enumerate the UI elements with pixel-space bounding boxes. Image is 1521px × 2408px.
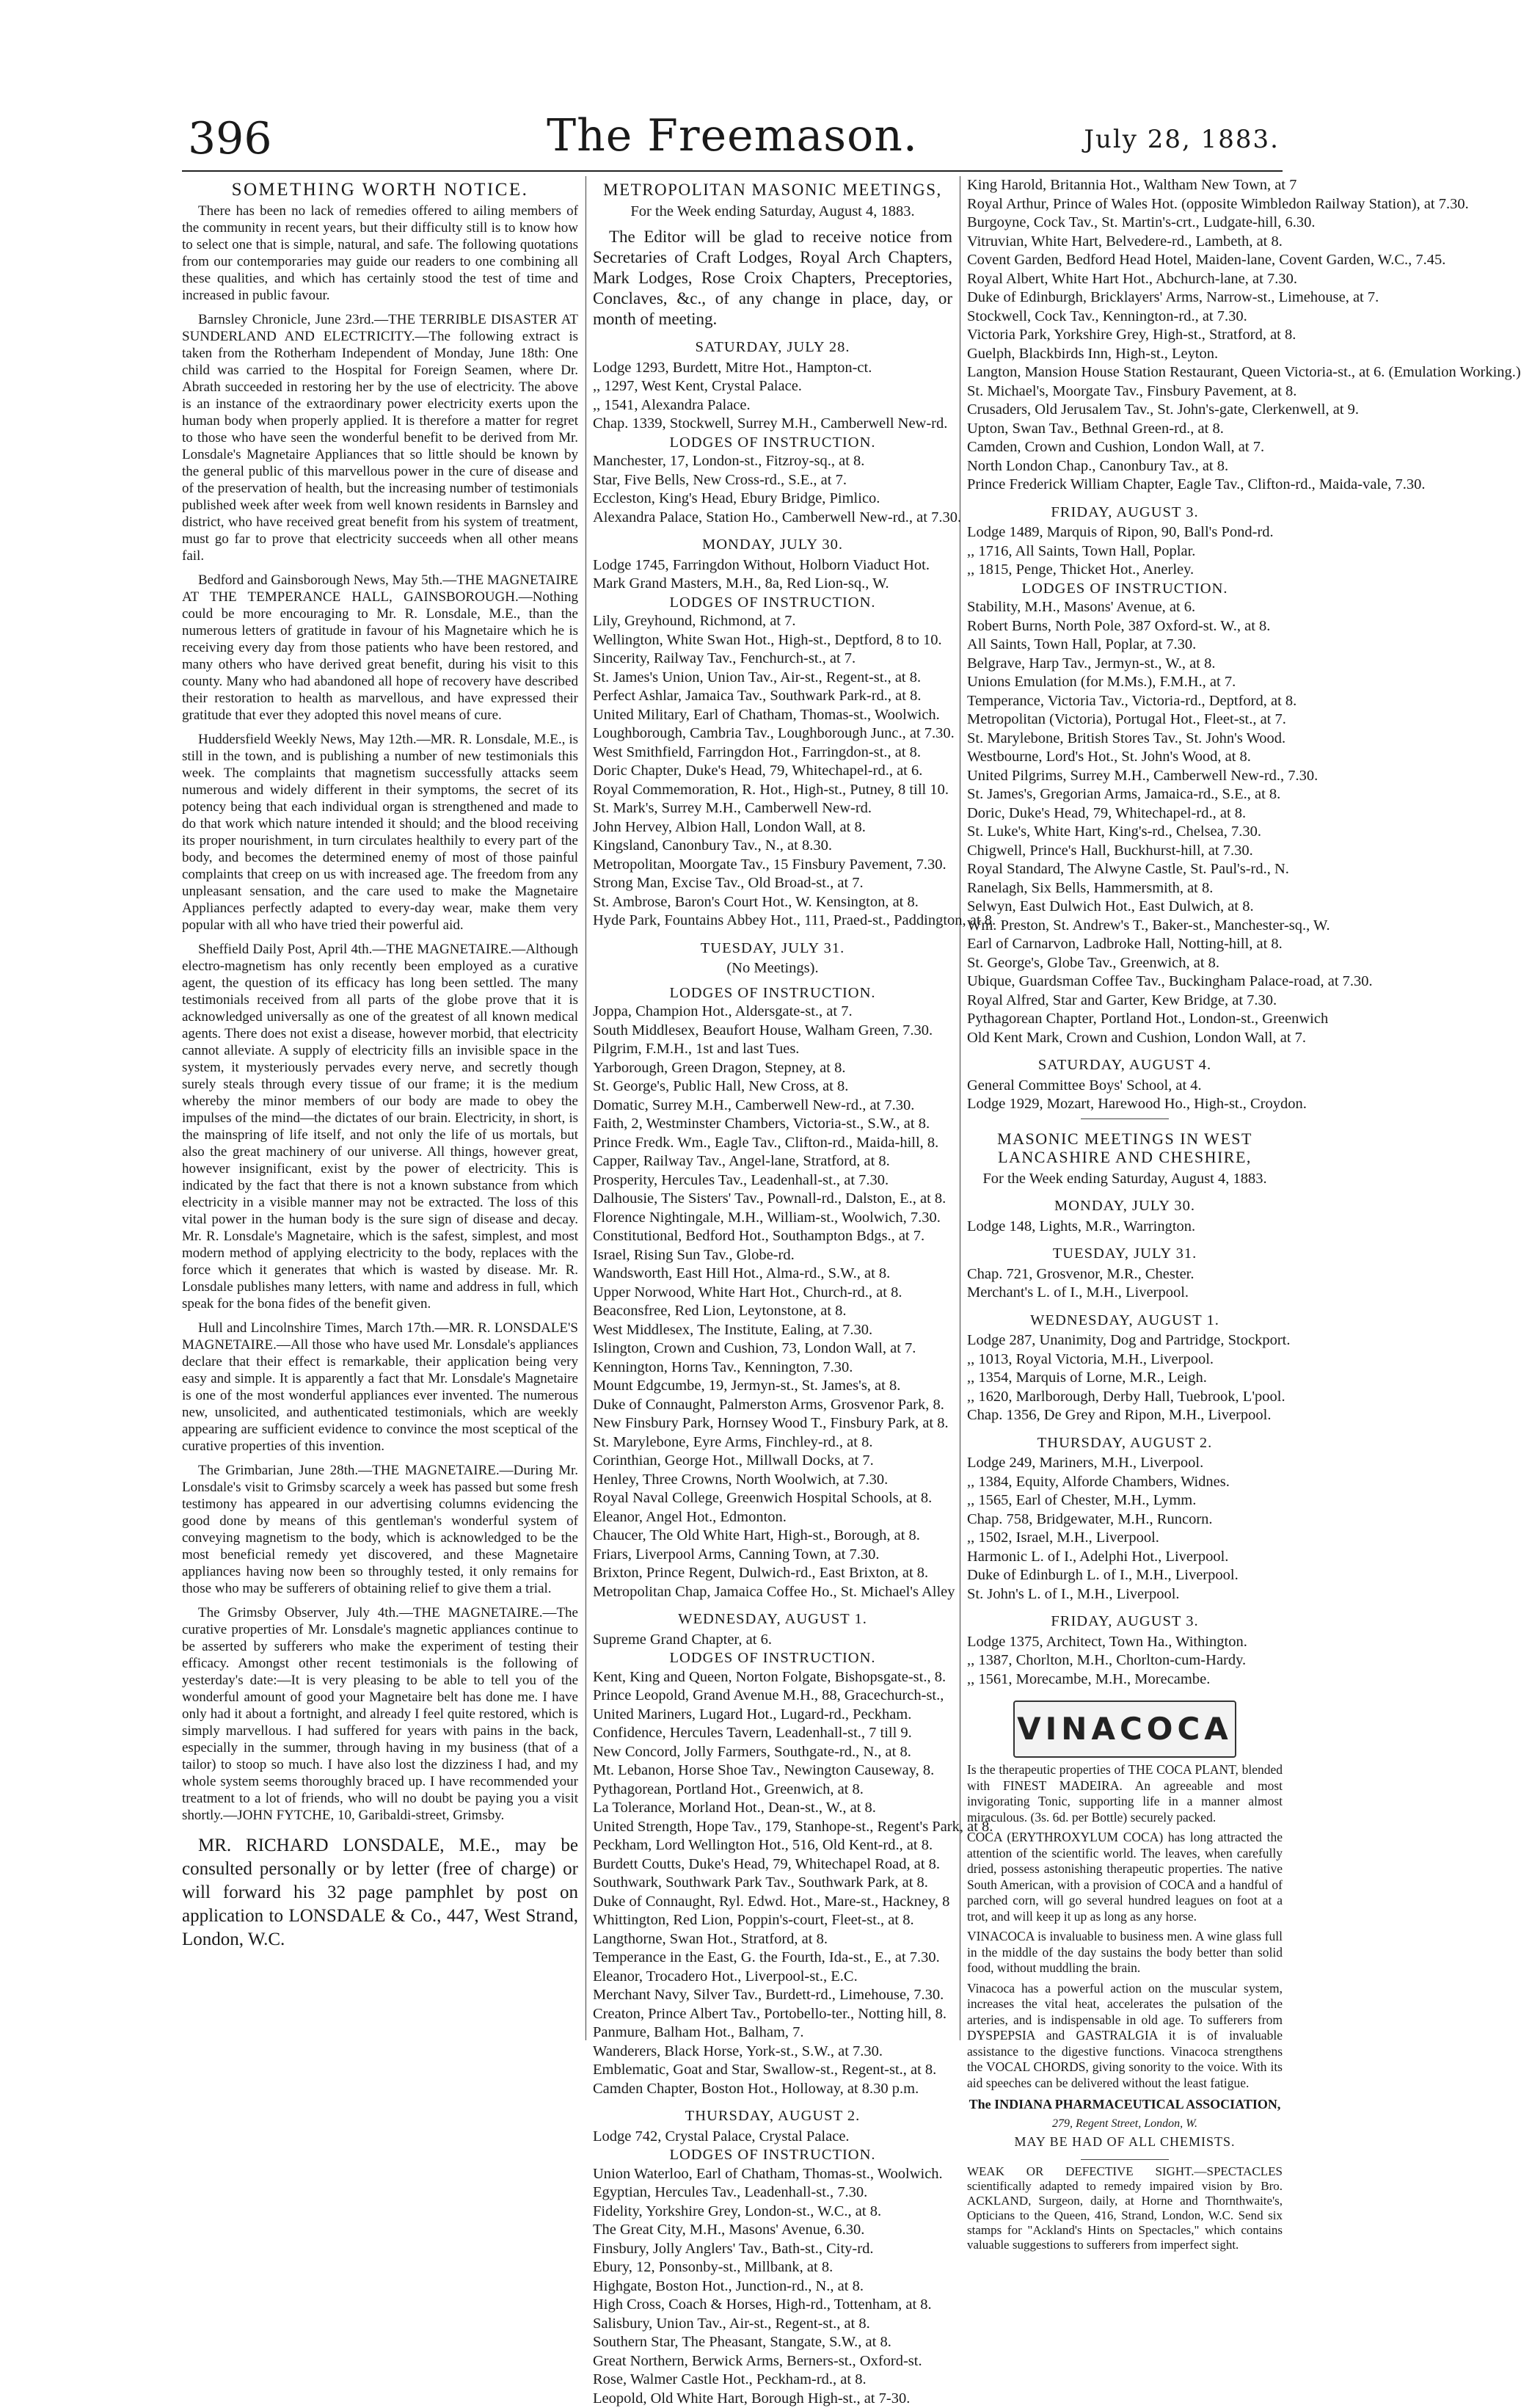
column-3	[967, 176, 1283, 2257]
instruction-entry: Leopold, Old White Hart, Borough High-st., at 7-30.	[593, 2390, 952, 2408]
instruction-entry: John Hervey, Albion Hall, London Wall, at 8.	[593, 818, 952, 837]
instruction-entry: High Cross, Coach & Horses, High-rd., Tottenham, at 8.	[593, 2296, 952, 2315]
ad-address: 279, Regent Street, London, W.	[967, 2114, 1283, 2134]
instruction-entry: Burgoyne, Cock Tav., St. Martin's-crt., Ludgate-hill, 6.30.	[967, 214, 1283, 233]
article-heading: SOMETHING WORTH NOTICE.	[182, 181, 578, 200]
day-heading: FRIDAY, AUGUST 3.	[967, 1612, 1283, 1632]
instruction-entry: Crusaders, Old Jerusalem Tav., St. John's-gate, Clerkenwell, at 9.	[967, 401, 1283, 420]
article-paragraph: Sheffield Daily Post, April 4th.—THE MAGNETAIRE.—Although electro-magnetism has only recently been employed as a curative agent, the question of its efficacy has long been settled. The many testimonials received from all parts of the globe prove that it is acknowledged universally as one of the greatest of all known medical agents. There does not exist a disease, however morbid, that electricity cannot alleviate. A supply of electricity fills an invisible space in the system, it mysteriously pervades every nerve, and secretly though surely steals through every tissue of our frame; it is the medium whereby the minor members of our body are made to obey the impulses of the mind—the dictates of our brain. Electricity, in short, is the mainspring of life itself, and not only the life of us mortals, but also the great machinery of our universe. All things, however great, however insignificant, exist by the power of electricity. This is indicated by the fact that there is not a known substance from which electricity in a visible manner may not be extracted. The loss of this vital power in the human body is the sure sign of disease and decay. Mr. R. Lonsdale's Magnetaire, which is the safest, simplest, and most modern method of applying electricity to the body, replaces with the force which it generates that which is wasted by disease. Mr. R. Lonsdale publishes many letters, with name and address in full, which speak for the bona fides of the benefit given.	[182, 941, 578, 1312]
lodge-entry: ,, 1565, Earl of Chester, M.H., Lymm.	[967, 1491, 1283, 1510]
lodges-of-instruction-label: LODGES OF INSTRUCTION.	[593, 434, 952, 453]
instruction-entry: Yarborough, Green Dragon, Stepney, at 8.	[593, 1059, 952, 1078]
instruction-entry: New Finsbury Park, Hornsey Wood T., Finsbury Park, at 8.	[593, 1414, 952, 1433]
day-heading: THURSDAY, AUGUST 2.	[967, 1434, 1283, 1453]
lodge-entry: ,, 1387, Chorlton, M.H., Chorlton-cum-Hardy.	[967, 1651, 1283, 1670]
instruction-entry: St. George's, Public Hall, New Cross, at 8.	[593, 1077, 952, 1096]
lodge-entry: ,, 1502, Israel, M.H., Liverpool.	[967, 1529, 1283, 1548]
instruction-entry: Selwyn, East Dulwich Hot., East Dulwich, at 8.	[967, 898, 1283, 917]
instruction-entry: Old Kent Mark, Crown and Cushion, London Wall, at 7.	[967, 1029, 1283, 1048]
instruction-entry: Merchant Navy, Silver Tav., Burdett-rd., Limehouse, 7.30.	[593, 1986, 952, 2005]
lodge-entry: Lodge 1745, Farringdon Without, Holborn Viaduct Hot.	[593, 556, 952, 575]
instruction-entry: Ebury, 12, Ponsonby-st., Millbank, at 8.	[593, 2258, 952, 2277]
article-paragraph: Barnsley Chronicle, June 23rd.—THE TERRIBLE DISASTER AT SUNDERLAND AND ELECTRICITY.—The following extract is taken from the Rotherham Independent of Monday, June 18th: One child was carried to the Hospital for Foreign Seamen, where Dr. Abrath succeeded in restoring her by the use of electricity. The above is an instance of the extraordinary power electricity exerts upon the human body when properly applied. It is therefore a matter for regret to those who have seen the wonderful benefit to be derived from Mr. Lonsdale's Magnetaire Appliances that so little should be known by the general public of this marvellous power in the cure of disease and of the preservation of health, but the increasing number of testimonials published week after week from well known residents in Barnsley and district, who have received great benefit from his system of treatment, must go far to prove that electricity succeeds when all other means fail.	[182, 311, 578, 564]
instruction-entry: Florence Nightingale, M.H., William-st., Woolwich, 7.30.	[593, 1209, 952, 1228]
day-note: (No Meetings).	[593, 959, 952, 978]
instruction-entry: Royal Alfred, Star and Garter, Kew Bridge, at 7.30.	[967, 992, 1283, 1011]
lodge-entry: ,, 1541, Alexandra Palace.	[593, 396, 952, 415]
instruction-entry: Rose, Walmer Castle Hot., Peckham-rd., at 8.	[593, 2371, 952, 2390]
spectacles-advertisement: WEAK OR DEFECTIVE SIGHT.—SPECTACLES scientifically adapted to remedy impaired vision by Bro. ACKLAND, Surgeon, daily, at Horne and Thornthwaite's, Opticians to the Queen, 416, Strand, London, W.C. Send six stamps for "Ackland's Hints on Spectacles," which contains valuable suggestions to sufferers from imperfect sight.	[967, 2164, 1283, 2252]
vinacoca-advertisement	[967, 1700, 1283, 2252]
lodge-entry: Mark Grand Masters, M.H., 8a, Red Lion-sq., W.	[593, 575, 952, 594]
closing-notice: MR. RICHARD LONSDALE, M.E., may be consulted personally or by letter (free of charge) or will forward his 32 page pamphlet by post on application to LONSDALE & Co., 447, West Strand, London, W.C.	[182, 1834, 578, 1952]
meetings-list-continued	[967, 176, 1283, 495]
instruction-entry: Mount Edgcumbe, 19, Jermyn-st., St. James's, at 8.	[593, 1377, 952, 1396]
instruction-entry: Creaton, Prince Albert Tav., Portobello-ter., Notting hill, 8.	[593, 2005, 952, 2024]
instruction-entry: Kennington, Horns Tav., Kennington, 7.30.	[593, 1358, 952, 1378]
instruction-entry: Doric, Duke's Head, 79, Whitechapel-rd., at 8.	[967, 804, 1283, 823]
instruction-entry: Pythagorean Chapter, Portland Hot., London-st., Greenwich	[967, 1010, 1283, 1029]
lodge-entry: Chap. 721, Grosvenor, M.R., Chester.	[967, 1265, 1283, 1284]
lodges-of-instruction-label: LODGES OF INSTRUCTION.	[593, 984, 952, 1003]
newspaper-title: The Freemason.	[182, 110, 1283, 161]
instruction-entry: Israel, Rising Sun Tav., Globe-rd.	[593, 1246, 952, 1265]
meetings-list	[593, 338, 952, 2408]
instruction-entry: Emblematic, Goat and Star, Swallow-st., Regent-st., at 8.	[593, 2061, 952, 2080]
instruction-entry: Kent, King and Queen, Norton Folgate, Bishopsgate-st., 8.	[593, 1668, 952, 1687]
article-paragraph: There has been no lack of remedies offered to ailing members of the community in recent years, but their difficulty still is to know how to select one that is simple, natural, and safe. The following quotations from our contemporaries may guide our readers to one combining all these qualities, and which has certainly stood the test of time and increased in public favour.	[182, 203, 578, 304]
lodge-entry: Chap. 1356, De Grey and Ripon, M.H., Liverpool.	[967, 1406, 1283, 1425]
instruction-entry: Temperance, Victoria Tav., Victoria-rd., Deptford, at 8.	[967, 692, 1283, 711]
day-heading: MONDAY, JULY 30.	[967, 1197, 1283, 1216]
instruction-entry: Pilgrim, F.M.H., 1st and last Tues.	[593, 1040, 952, 1059]
instruction-entry: Joppa, Champion Hot., Aldersgate-st., at 7.	[593, 1003, 952, 1022]
day-heading: WEDNESDAY, AUGUST 1.	[593, 1610, 952, 1629]
instruction-entry: Panmure, Balham Hot., Balham, 7.	[593, 2023, 952, 2043]
meetings-heading: METROPOLITAN MASONIC MEETINGS,	[593, 181, 952, 200]
lodge-entry: ,, 1384, Equity, Alforde Chambers, Widnes.	[967, 1473, 1283, 1492]
lodge-entry: Duke of Edinburgh L. of I., M.H., Liverpool.	[967, 1566, 1283, 1585]
lodge-entry: Chap. 758, Bridgewater, M.H., Runcorn.	[967, 1510, 1283, 1529]
instruction-entry: Wandsworth, East Hill Hot., Alma-rd., S.W., at 8.	[593, 1265, 952, 1284]
instruction-entry: Royal Naval College, Greenwich Hospital Schools, at 8.	[593, 1489, 952, 1508]
instruction-entry: St. Marylebone, British Stores Tav., St. John's Wood.	[967, 730, 1283, 749]
lodge-entry: Harmonic L. of I., Adelphi Hot., Liverpool.	[967, 1548, 1283, 1567]
instruction-entry: St. Luke's, White Hart, King's-rd., Chelsea, 7.30.	[967, 823, 1283, 842]
instruction-entry: Royal Standard, The Alwyne Castle, St. Paul's-rd., N.	[967, 860, 1283, 879]
instruction-entry: Egyptian, Hercules Tav., Leadenhall-st., 7.30.	[593, 2183, 952, 2203]
instruction-entry: Constitutional, Bedford Hot., Southampton Bdgs., at 7.	[593, 1227, 952, 1246]
day-heading: FRIDAY, AUGUST 3.	[967, 503, 1283, 523]
instruction-entry: Prosperity, Hercules Tav., Leadenhall-st., at 7.30.	[593, 1171, 952, 1190]
lodge-entry: ,, 1620, Marlborough, Derby Hall, Tuebrook, L'pool.	[967, 1388, 1283, 1407]
instruction-entry: Strong Man, Excise Tav., Old Broad-st., at 7.	[593, 874, 952, 893]
instruction-entry: Eleanor, Trocadero Hot., Liverpool-st., E.C.	[593, 1968, 952, 1987]
article-paragraph: Hull and Lincolnshire Times, March 17th.—MR. R. LONSDALE'S MAGNETAIRE.—All those who have used Mr. Lonsdale's appliances declare that their effect is remarkable, their application being very easy and simple. It is apparently a fact that Mr. Lonsdale's Magnetaire is one of the most wonderful appliances ever invented. The numerous new, unsolicited, and authenticated testimonials, which are weekly appearing are sufficient evidence to convince the most sceptical of the curative properties of this invention.	[182, 1320, 578, 1455]
instruction-entry: Unions Emulation (for M.Ms.), F.M.H., at 7.	[967, 673, 1283, 692]
instruction-entry: Wellington, White Swan Hot., High-st., Deptford, 8 to 10.	[593, 631, 952, 650]
instruction-entry: St. Marylebone, Eyre Arms, Finchley-rd., at 8.	[593, 1433, 952, 1452]
section-divider	[1081, 1118, 1169, 1119]
instruction-entry: New Concord, Jolly Farmers, Southgate-rd., N., at 8.	[593, 1743, 952, 1762]
instruction-entry: Hyde Park, Fountains Abbey Hot., 111, Praed-st., Paddington, at 8.	[593, 912, 952, 931]
instruction-entry: Peckham, Lord Wellington Hot., 516, Old Kent-rd., at 8.	[593, 1836, 952, 1855]
instruction-entry: King Harold, Britannia Hot., Waltham New Town, at 7	[967, 176, 1283, 195]
instruction-entry: The Great City, M.H., Masons' Avenue, 6.30.	[593, 2221, 952, 2240]
instruction-entry: Temperance in the East, G. the Fourth, Ida-st., E., at 7.30.	[593, 1949, 952, 1968]
lodge-entry: ,, 1013, Royal Victoria, M.H., Liverpool.	[967, 1350, 1283, 1369]
instruction-entry: West Middlesex, The Institute, Ealing, at 7.30.	[593, 1321, 952, 1340]
instruction-entry: South Middlesex, Beaufort House, Walham Green, 7.30.	[593, 1022, 952, 1041]
instruction-entry: United Pilgrims, Surrey M.H., Camberwell New-rd., 7.30.	[967, 767, 1283, 786]
instruction-entry: Sincerity, Railway Tav., Fenchurch-st., at 7.	[593, 650, 952, 669]
day-heading: THURSDAY, AUGUST 2.	[593, 2107, 952, 2126]
instruction-entry: Southern Star, The Pheasant, Stangate, S.W., at 8.	[593, 2333, 952, 2352]
instruction-entry: Perfect Ashlar, Jamaica Tav., Southwark Park-rd., at 8.	[593, 687, 952, 706]
lodge-entry: Lodge 287, Unanimity, Dog and Partridge, Stockport.	[967, 1331, 1283, 1350]
instruction-entry: Stockwell, Cock Tav., Kennington-rd., at 7.30.	[967, 308, 1283, 327]
instruction-entry: Victoria Park, Yorkshire Grey, High-st., Stratford, at 8.	[967, 326, 1283, 345]
instruction-entry: La Tolerance, Morland Hot., Dean-st., W., at 8.	[593, 1799, 952, 1818]
instruction-entry: St. Mark's, Surrey M.H., Camberwell New-rd.	[593, 799, 952, 818]
lodge-entry: Lodge 148, Lights, M.R., Warrington.	[967, 1218, 1283, 1237]
instruction-entry: Loughborough, Cambria Tav., Loughborough Junc., at 7.30.	[593, 724, 952, 743]
instruction-entry: Lily, Greyhound, Richmond, at 7.	[593, 612, 952, 631]
instruction-entry: Islington, Crown and Cushion, 73, London Wall, at 7.	[593, 1339, 952, 1358]
instruction-entry: Alexandra Palace, Station Ho., Camberwell New-rd., at 7.30.	[593, 509, 952, 528]
article-paragraph: The Grimbarian, June 28th.—THE MAGNETAIRE.—During Mr. Lonsdale's visit to Grimsby scarcely a week has passed but some fresh testimony has appeared in our advertising columns evidencing the good done by means of this gentleman's wonderful system of conveying magnetism to the body, which is acknowledged to be the most beneficial remedy yet discovered, and these Magnetaire appliances having now been so throughly tested, it only remains for those who may be sufferers of obtaining relief to give them a trial.	[182, 1462, 578, 1597]
issue-date: July 28, 1883.	[1084, 125, 1280, 154]
day-heading: TUESDAY, JULY 31.	[593, 939, 952, 959]
instruction-entry: St. James's Union, Union Tav., Air-st., Regent-st., at 8.	[593, 669, 952, 688]
instruction-entry: Eccleston, King's Head, Ebury Bridge, Pimlico.	[593, 490, 952, 509]
lodge-entry: Lodge 249, Mariners, M.H., Liverpool.	[967, 1454, 1283, 1473]
instruction-entry: Manchester, 17, London-st., Fitzroy-sq., at 8.	[593, 452, 952, 471]
lodges-of-instruction-label: LODGES OF INSTRUCTION.	[593, 594, 952, 613]
column-1	[182, 176, 578, 1952]
instruction-entry: Duke of Edinburgh, Bricklayers' Arms, Narrow-st., Limehouse, at 7.	[967, 288, 1283, 308]
instruction-entry: Duke of Connaught, Palmerston Arms, Grosvenor Park, 8.	[593, 1396, 952, 1415]
instruction-entry: Union Waterloo, Earl of Chatham, Thomas-st., Woolwich.	[593, 2165, 952, 2184]
instruction-entry: St. George's, Globe Tav., Greenwich, at 8.	[967, 954, 1283, 973]
instruction-entry: Salisbury, Union Tav., Air-st., Regent-st., at 8.	[593, 2315, 952, 2334]
instruction-entry: Robert Burns, North Pole, 387 Oxford-st. W., at 8.	[967, 617, 1283, 636]
instruction-entry: West Smithfield, Farringdon Hot., Farringdon-st., at 8.	[593, 743, 952, 763]
ad-paragraph: COCA (ERYTHROXYLUM COCA) has long attracted the attention of the scientific world. The leaves, when carefully dried, possess astonishing therapeutic properties. The native South American, with a provision of COCA and a handful of parched corn, will go several hundred leagues on foot at a trot, and will keep it up as long as any horse.	[967, 1830, 1283, 1924]
instruction-entry: Upper Norwood, White Hart Hot., Church-rd., at 8.	[593, 1284, 952, 1303]
instruction-entry: Duke of Connaught, Ryl. Edwd. Hot., Mare-st., Hackney, 8	[593, 1893, 952, 1912]
lodge-entry: Lodge 1489, Marquis of Ripon, 90, Ball's Pond-rd.	[967, 523, 1283, 542]
instruction-entry: North London Chap., Canonbury Tav., at 8.	[967, 457, 1283, 476]
ad-paragraph: VINACOCA is invaluable to business men. A wine glass full in the middle of the day sustains the body better than solid food, without muddling the brain.	[967, 1929, 1283, 1976]
lodges-of-instruction-label: LODGES OF INSTRUCTION.	[967, 580, 1283, 599]
masthead	[182, 110, 1283, 183]
instruction-entry: Confidence, Hercules Tavern, Leadenhall-st., 7 till 9.	[593, 1724, 952, 1743]
west-lancashire-list	[967, 1197, 1283, 1689]
lodge-entry: ,, 1561, Morecambe, M.H., Morecambe.	[967, 1670, 1283, 1689]
instruction-entry: Westbourne, Lord's Hot., St. John's Wood, at 8.	[967, 748, 1283, 767]
instruction-entry: Faith, 2, Westminster Chambers, Victoria-st., S.W., at 8.	[593, 1115, 952, 1134]
day-heading: MONDAY, JULY 30.	[593, 536, 952, 555]
instruction-entry: Wanderers, Black Horse, York-st., S.W., at 7.30.	[593, 2043, 952, 2062]
instruction-entry: Vitruvian, White Hart, Belvedere-rd., Lambeth, at 8.	[967, 233, 1283, 252]
lodge-entry: Lodge 1293, Burdett, Mitre Hot., Hampton-ct.	[593, 359, 952, 378]
instruction-entry: Highgate, Boston Hot., Junction-rd., N., at 8.	[593, 2277, 952, 2296]
instruction-entry: Capper, Railway Tav., Angel-lane, Stratford, at 8.	[593, 1152, 952, 1171]
instruction-entry: Burdett Coutts, Duke's Head, 79, Whitechapel Road, at 8.	[593, 1855, 952, 1874]
instruction-entry: Prince Leopold, Grand Avenue M.H., 88, Gracechurch-st.,	[593, 1687, 952, 1706]
instruction-entry: United Strength, Hope Tav., 179, Stanhope-st., Regent's Park, at 8.	[593, 1818, 952, 1837]
lodge-entry: Lodge 1375, Architect, Town Ha., Withington.	[967, 1633, 1283, 1652]
instruction-entry: Ubique, Guardsman Coffee Tav., Buckingham Palace-road, at 7.30.	[967, 972, 1283, 992]
instruction-entry: Corinthian, George Hot., Millwall Docks, at 7.	[593, 1452, 952, 1471]
lodge-entry: Lodge 1929, Mozart, Harewood Ho., High-st., Croydon.	[967, 1095, 1283, 1114]
meetings-subheading: For the Week ending Saturday, August 4, 1883.	[593, 203, 952, 222]
instruction-entry: Southwark, Southwark Park Tav., Southwark Park, at 8.	[593, 1874, 952, 1893]
lodges-of-instruction-label: LODGES OF INSTRUCTION.	[593, 1649, 952, 1668]
lodge-entry: ,, 1815, Penge, Thicket Hot., Anerley.	[967, 561, 1283, 580]
instruction-entry: Star, Five Bells, New Cross-rd., S.E., at 7.	[593, 471, 952, 490]
day-heading: SATURDAY, JULY 28.	[593, 338, 952, 357]
ad-paragraph: Vinacoca has a powerful action on the muscular system, increases the vital heat, accelerates the pulsation of the arteries, and is indispensable in old age. To sufferers from DYSPEPSIA and GASTRALGIA it is of invaluable assistance to the digestive functions. Vinacoca strengthens the VOCAL CHORDS, giving sonority to the voice. With its aid speeches can be delivered without the least fatigue.	[967, 1981, 1283, 2092]
vinacoca-logo	[1013, 1700, 1236, 1758]
masthead-rule	[182, 170, 1283, 172]
lodge-entry: Lodge 742, Crystal Palace, Crystal Palace.	[593, 2128, 952, 2147]
instruction-entry: Metropolitan, Moorgate Tav., 15 Finsbury Pavement, 7.30.	[593, 856, 952, 875]
instruction-entry: Belgrave, Harp Tav., Jermyn-st., W., at 8.	[967, 655, 1283, 674]
vinacoca-brand: VINACOCA	[1017, 1720, 1233, 1739]
instruction-entry: Mt. Lebanon, Horse Shoe Tav., Newington Causeway, 8.	[593, 1761, 952, 1780]
day-heading: SATURDAY, AUGUST 4.	[967, 1056, 1283, 1075]
instruction-entry: Pythagorean, Portland Hot., Greenwich, at 8.	[593, 1780, 952, 1800]
editor-notice: The Editor will be glad to receive notice from Secretaries of Craft Lodges, Royal Arch Chapters, Mark Lodges, Rose Croix Chapters, Preceptories, Conclaves, &c., of any change in place, day, or month of meeting.	[593, 227, 952, 330]
instruction-entry: St. Michael's, Moorgate Tav., Finsbury Pavement, at 8.	[967, 382, 1283, 401]
instruction-entry: Metropolitan Chap, Jamaica Coffee Ho., St. Michael's Alley	[593, 1583, 952, 1602]
lodge-entry: St. John's L. of I., M.H., Liverpool.	[967, 1585, 1283, 1604]
instruction-entry: Whittington, Red Lion, Poppin's-court, Fleet-st., at 8.	[593, 1911, 952, 1930]
article-paragraph: Bedford and Gainsborough News, May 5th.—THE MAGNETAIRE AT THE TEMPERANCE HALL, GAINSBOROUGH.—Nothing could be more encouraging to Mr. R. Lonsdale, M.E., than the numerous letters of gratitude in favour of his Magnetaire which he is receiving every day from those patients who have been restored, and many others who have derived great benefit, during his visit to this county. Many who had abandoned all hope of recovery have described their restoration to health as marvellous, and have expressed their gratitude that ever they adopted this novel means of cure.	[182, 572, 578, 724]
instruction-entry: Friars, Liverpool Arms, Canning Town, at 7.30.	[593, 1546, 952, 1565]
instruction-entry: Metropolitan (Victoria), Portugal Hot., Fleet-st., at 7.	[967, 710, 1283, 730]
instruction-entry: Chaucer, The Old White Hart, High-st., Borough, at 8.	[593, 1527, 952, 1546]
instruction-entry: Ranelagh, Six Bells, Hammersmith, at 8.	[967, 879, 1283, 898]
west-lancashire-subheading: For the Week ending Saturday, August 4, 1883.	[967, 1170, 1283, 1189]
instruction-entry: Eleanor, Angel Hot., Edmonton.	[593, 1508, 952, 1527]
lodge-entry: General Committee Boys' School, at 4.	[967, 1077, 1283, 1096]
instruction-entry: United Military, Earl of Chatham, Thomas-st., Woolwich.	[593, 706, 952, 725]
lodge-entry: ,, 1297, West Kent, Crystal Palace.	[593, 377, 952, 396]
instruction-entry: Beaconsfree, Red Lion, Leytonstone, at 8.	[593, 1302, 952, 1321]
west-lancashire-heading: MASONIC MEETINGS IN WEST LANCASHIRE AND CHESHIRE,	[967, 1130, 1283, 1167]
instruction-entry: Domatic, Surrey M.H., Camberwell New-rd., at 7.30.	[593, 1096, 952, 1116]
lodge-entry: ,, 1354, Marquis of Lorne, M.R., Leigh.	[967, 1369, 1283, 1388]
instruction-entry: Wm. Preston, St. Andrew's T., Baker-st., Manchester-sq., W.	[967, 917, 1283, 936]
instruction-entry: Langthorne, Swan Hot., Stratford, at 8.	[593, 1930, 952, 1949]
instruction-entry: Prince Fredk. Wm., Eagle Tav., Clifton-rd., Maida-hill, 8.	[593, 1134, 952, 1153]
instruction-entry: Kingsland, Canonbury Tav., N., at 8.30.	[593, 837, 952, 856]
instruction-entry: Finsbury, Jolly Anglers' Tav., Bath-st., City-rd.	[593, 2240, 952, 2259]
meetings-list	[967, 503, 1283, 1114]
instruction-entry: Doric Chapter, Duke's Head, 79, Whitechapel-rd., at 6.	[593, 762, 952, 781]
ad-chemists: MAY BE HAD OF ALL CHEMISTS.	[967, 2133, 1283, 2152]
column-2	[593, 176, 952, 2408]
instruction-entry: All Saints, Town Hall, Poplar, at 7.30.	[967, 636, 1283, 655]
instruction-entry: Camden Chapter, Boston Hot., Holloway, at 8.30 p.m.	[593, 2080, 952, 2099]
instruction-entry: Prince Frederick William Chapter, Eagle Tav., Clifton-rd., Maida-vale, 7.30.	[967, 476, 1283, 495]
instruction-entry: Guelph, Blackbirds Inn, High-st., Leyton.	[967, 345, 1283, 364]
page-number: 396	[188, 113, 272, 164]
lodge-entry: Supreme Grand Chapter, at 6.	[593, 1631, 952, 1650]
instruction-entry: Royal Arthur, Prince of Wales Hot. (opposite Wimbledon Railway Station), at 7.30.	[967, 195, 1283, 214]
instruction-entry: United Mariners, Lugard Hot., Lugard-rd., Peckham.	[593, 1706, 952, 1725]
lodge-entry: ,, 1716, All Saints, Town Hall, Poplar.	[967, 542, 1283, 561]
instruction-entry: St. Ambrose, Baron's Court Hot., W. Kensington, at 8.	[593, 893, 952, 912]
instruction-entry: Brixton, Prince Regent, Dulwich-rd., East Brixton, at 8.	[593, 1564, 952, 1583]
article-paragraph: Huddersfield Weekly News, May 12th.—MR. R. Lonsdale, M.E., is still in the town, and is publishing a number of new testimonials this week. The complaints that magnetism successfully attacks seem numerous and widely different in their symptoms, the secret of its potency being that each individual organ is strengthened and made to do that work which nature intended it should; and the blood receiving its proper nourishment, in turn circulates healthily to every part of the body, and becomes the determined enemy of most of those painful complaints that creep on us with increased age. The freedom from any unpleasant sensation, and the care used to make the Magnetaire Appliances perfectly adapted to every-day wear, make them very popular with all who have tried their powerful aid.	[182, 731, 578, 934]
article-paragraph: The Grimsby Observer, July 4th.—THE MAGNETAIRE.—The curative properties of Mr. Lonsdale's magnetic appliances continue to be asserted by sufferers who make the experiment of testing their efficacy. Amongst other recent testimonials is the following of yesterday's date:—It is very pleasing to be able to tell you of the wonderful amount of good your Magnetaire belt has done me. I have only had it about a fortnight, and already I feel quite restored, which is simply marvellous. I had suffered for years with pains in the back, especially in the summer, through having in my business (that of a tailor) to stoop so much. I have also lost the dizziness I had, and my whole system seems thoroughly braced up. I have recommended your treatment to a lot of friends, who will no doubt be paying you a visit shortly.—JOHN FYTCHE, 10, Garibaldi-street, Grimsby.	[182, 1604, 578, 1824]
lodges-of-instruction-label: LODGES OF INSTRUCTION.	[593, 2146, 952, 2165]
instruction-entry: Great Northern, Berwick Arms, Berners-st., Oxford-st.	[593, 2352, 952, 2371]
section-divider	[1081, 2159, 1169, 2160]
instruction-entry: Earl of Carnarvon, Ladbroke Hall, Notting-hill, at 8.	[967, 935, 1283, 954]
day-heading: WEDNESDAY, AUGUST 1.	[967, 1312, 1283, 1331]
ad-paragraph: Is the therapeutic properties of THE COCA PLANT, blended with FINEST MADEIRA. An agreeable and most invigorating Tonic, supporting life in a manner almost miraculous. (3s. 6d. per Bottle) securely packed.	[967, 1762, 1283, 1825]
instruction-entry: Royal Commemoration, R. Hot., High-st., Putney, 8 till 10.	[593, 781, 952, 800]
instruction-entry: Stability, M.H., Masons' Avenue, at 6.	[967, 598, 1283, 617]
instruction-entry: Dalhousie, The Sisters' Tav., Pownall-rd., Dalston, E., at 8.	[593, 1190, 952, 1209]
instruction-entry: St. James's, Gregorian Arms, Jamaica-rd., S.E., at 8.	[967, 785, 1283, 804]
instruction-entry: Fidelity, Yorkshire Grey, London-st., W.C., at 8.	[593, 2203, 952, 2222]
instruction-entry: Chigwell, Prince's Hall, Buckhurst-hill, at 7.30.	[967, 842, 1283, 861]
instruction-entry: Royal Albert, White Hart Hot., Abchurch-lane, at 7.30.	[967, 270, 1283, 289]
instruction-entry: Upton, Swan Tav., Bethnal Green-rd., at 8.	[967, 420, 1283, 439]
lodge-entry: Merchant's L. of I., M.H., Liverpool.	[967, 1284, 1283, 1303]
instruction-entry: Camden, Crown and Cushion, London Wall, at 7.	[967, 438, 1283, 457]
instruction-entry: Covent Garden, Bedford Head Hotel, Maiden-lane, Covent Garden, W.C., 7.45.	[967, 251, 1283, 270]
instruction-entry: Henley, Three Crowns, North Woolwich, at 7.30.	[593, 1471, 952, 1490]
ad-association: The INDIANA PHARMACEUTICAL ASSOCIATION,	[967, 2095, 1283, 2114]
instruction-entry: Langton, Mansion House Station Restaurant, Queen Victoria-st., at 6. (Emulation Working.)	[967, 363, 1283, 382]
day-heading: TUESDAY, JULY 31.	[967, 1245, 1283, 1264]
lodge-entry: Chap. 1339, Stockwell, Surrey M.H., Camberwell New-rd.	[593, 415, 952, 434]
